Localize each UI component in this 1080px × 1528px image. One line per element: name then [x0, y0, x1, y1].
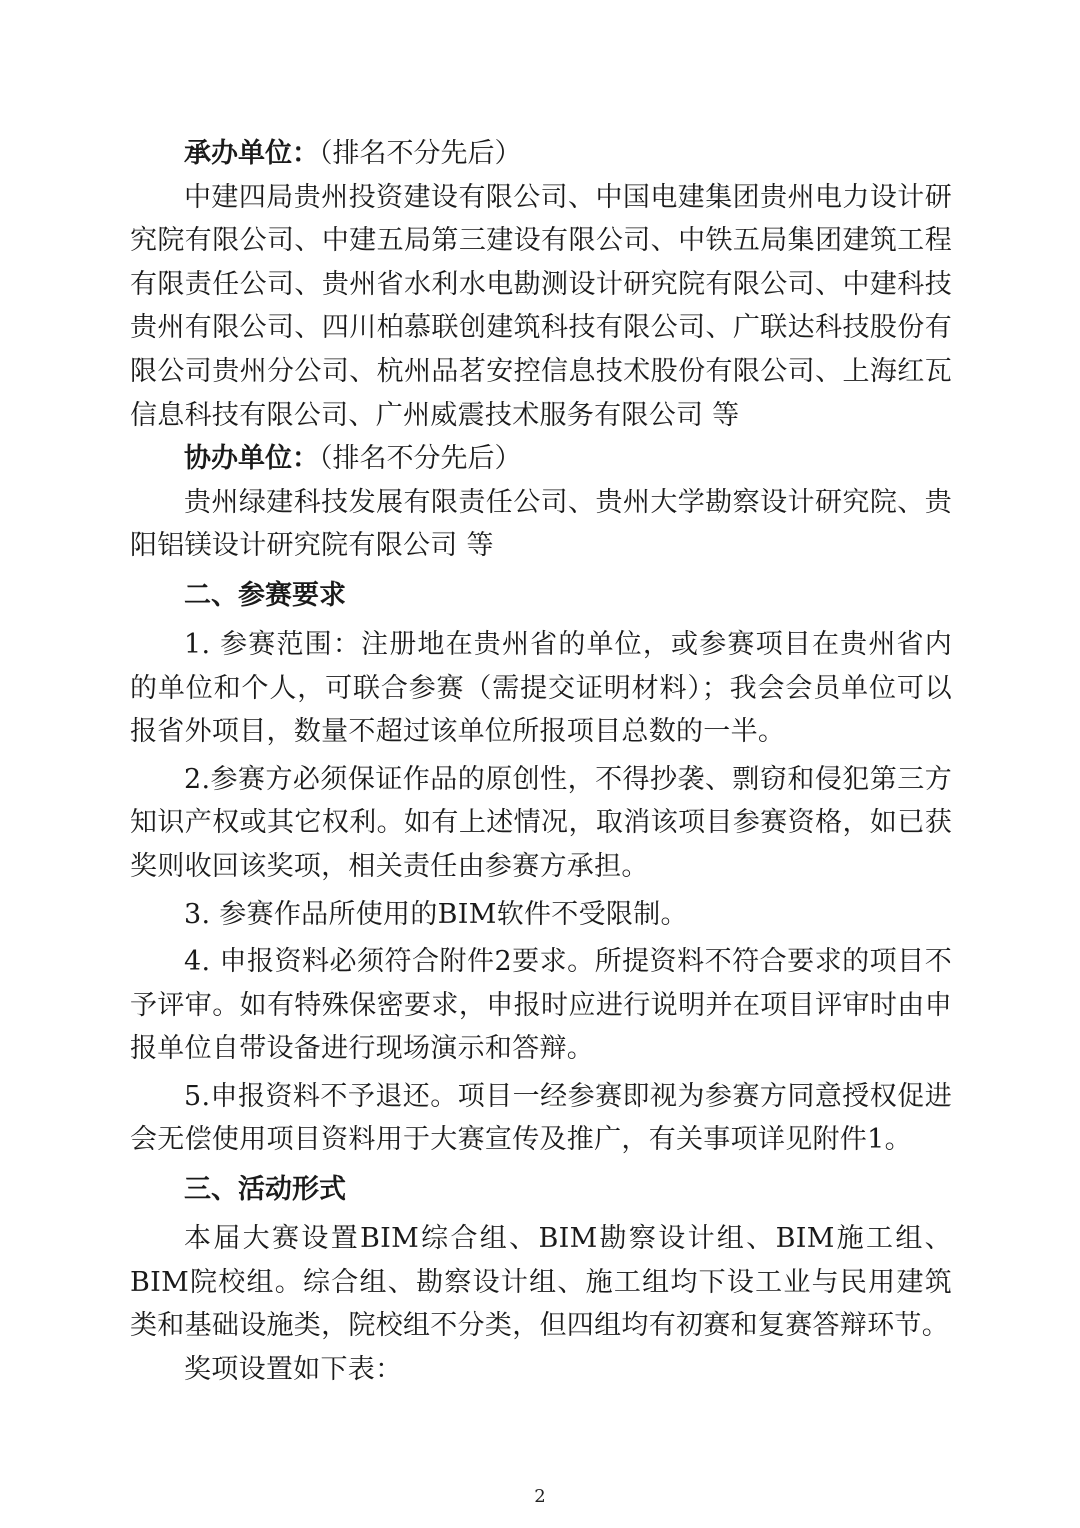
requirement-item-3: 3. 参赛作品所使用的BIM软件不受限制。 [184, 898, 688, 930]
co-organizer-label: 协办单位： [184, 443, 319, 475]
organizer-list: 中建四局贵州投资建设有限公司、中国电建集团贵州电力设计研究院有限公司、中建五局第三建设有限公司、中铁五局集团建筑工程有限责任公司、贵州省水利水电勘测设计研究院有限公司、中建科技贵州有限公司、四川柏慕联创建筑科技有限公司、广联达科技股份有限公司贵州分公司、杭州品茗安控信息技术股份有限公司、上海红瓦信息科技有限公司、广州威震技术服务有限公司 等 [130, 181, 952, 431]
requirement-item-5: 5.申报资料不予退还。项目一经参赛即视为参赛方同意授权促进会无偿使用项目资料用于大赛宣传及推广，有关事项详见附件1。 [130, 1080, 952, 1156]
organizer-heading [130, 132, 952, 176]
co-organizer-note: （排名不分先后） [319, 443, 522, 475]
co-organizer-list: 贵州绿建科技发展有限责任公司、贵州大学勘察设计研究院、贵阳铝镁设计研究院有限公司 等 [130, 486, 952, 562]
award-table-intro: 奖项设置如下表： [184, 1353, 403, 1385]
section-3-heading: 三、活动形式 [184, 1174, 346, 1206]
requirement-item-1: 1. 参赛范围：注册地在贵州省的单位，或参赛项目在贵州省内的单位和个人，可联合参赛（需提交证明材料）；我会会员单位可以报省外项目，数量不超过该单位所报项目总数的一半。 [130, 628, 952, 748]
organizer-note: （排名不分先后） [319, 138, 522, 169]
section-2-heading: 二、参赛要求 [184, 579, 346, 611]
requirement-item-2: 2.参赛方必须保证作品的原创性，不得抄袭、剽窃和侵犯第三方知识产权或其它权利。如有上述情况，取消该项目参赛资格，如已获奖则收回该奖项，相关责任由参赛方承担。 [130, 763, 952, 882]
requirement-item-4: 4. 申报资料必须符合附件2要求。所提资料不符合要求的项目不予评审。如有特殊保密要求，申报时应进行说明并在项目评审时由申报单位自带设备进行现场演示和答辩。 [130, 946, 952, 1065]
document-body [130, 132, 952, 1391]
co-organizer-heading [130, 437, 952, 481]
activity-format-text: 本届大赛设置BIM综合组、BIM勘察设计组、BIM施工组、BIM院校组。综合组、勘察设计组、施工组均下设工业与民用建筑类和基础设施类，院校组不分类，但四组均有初赛和复赛答辩环节。 [130, 1223, 952, 1342]
page-number: 2 [534, 1486, 546, 1507]
organizer-label: 承办单位： [184, 138, 319, 169]
